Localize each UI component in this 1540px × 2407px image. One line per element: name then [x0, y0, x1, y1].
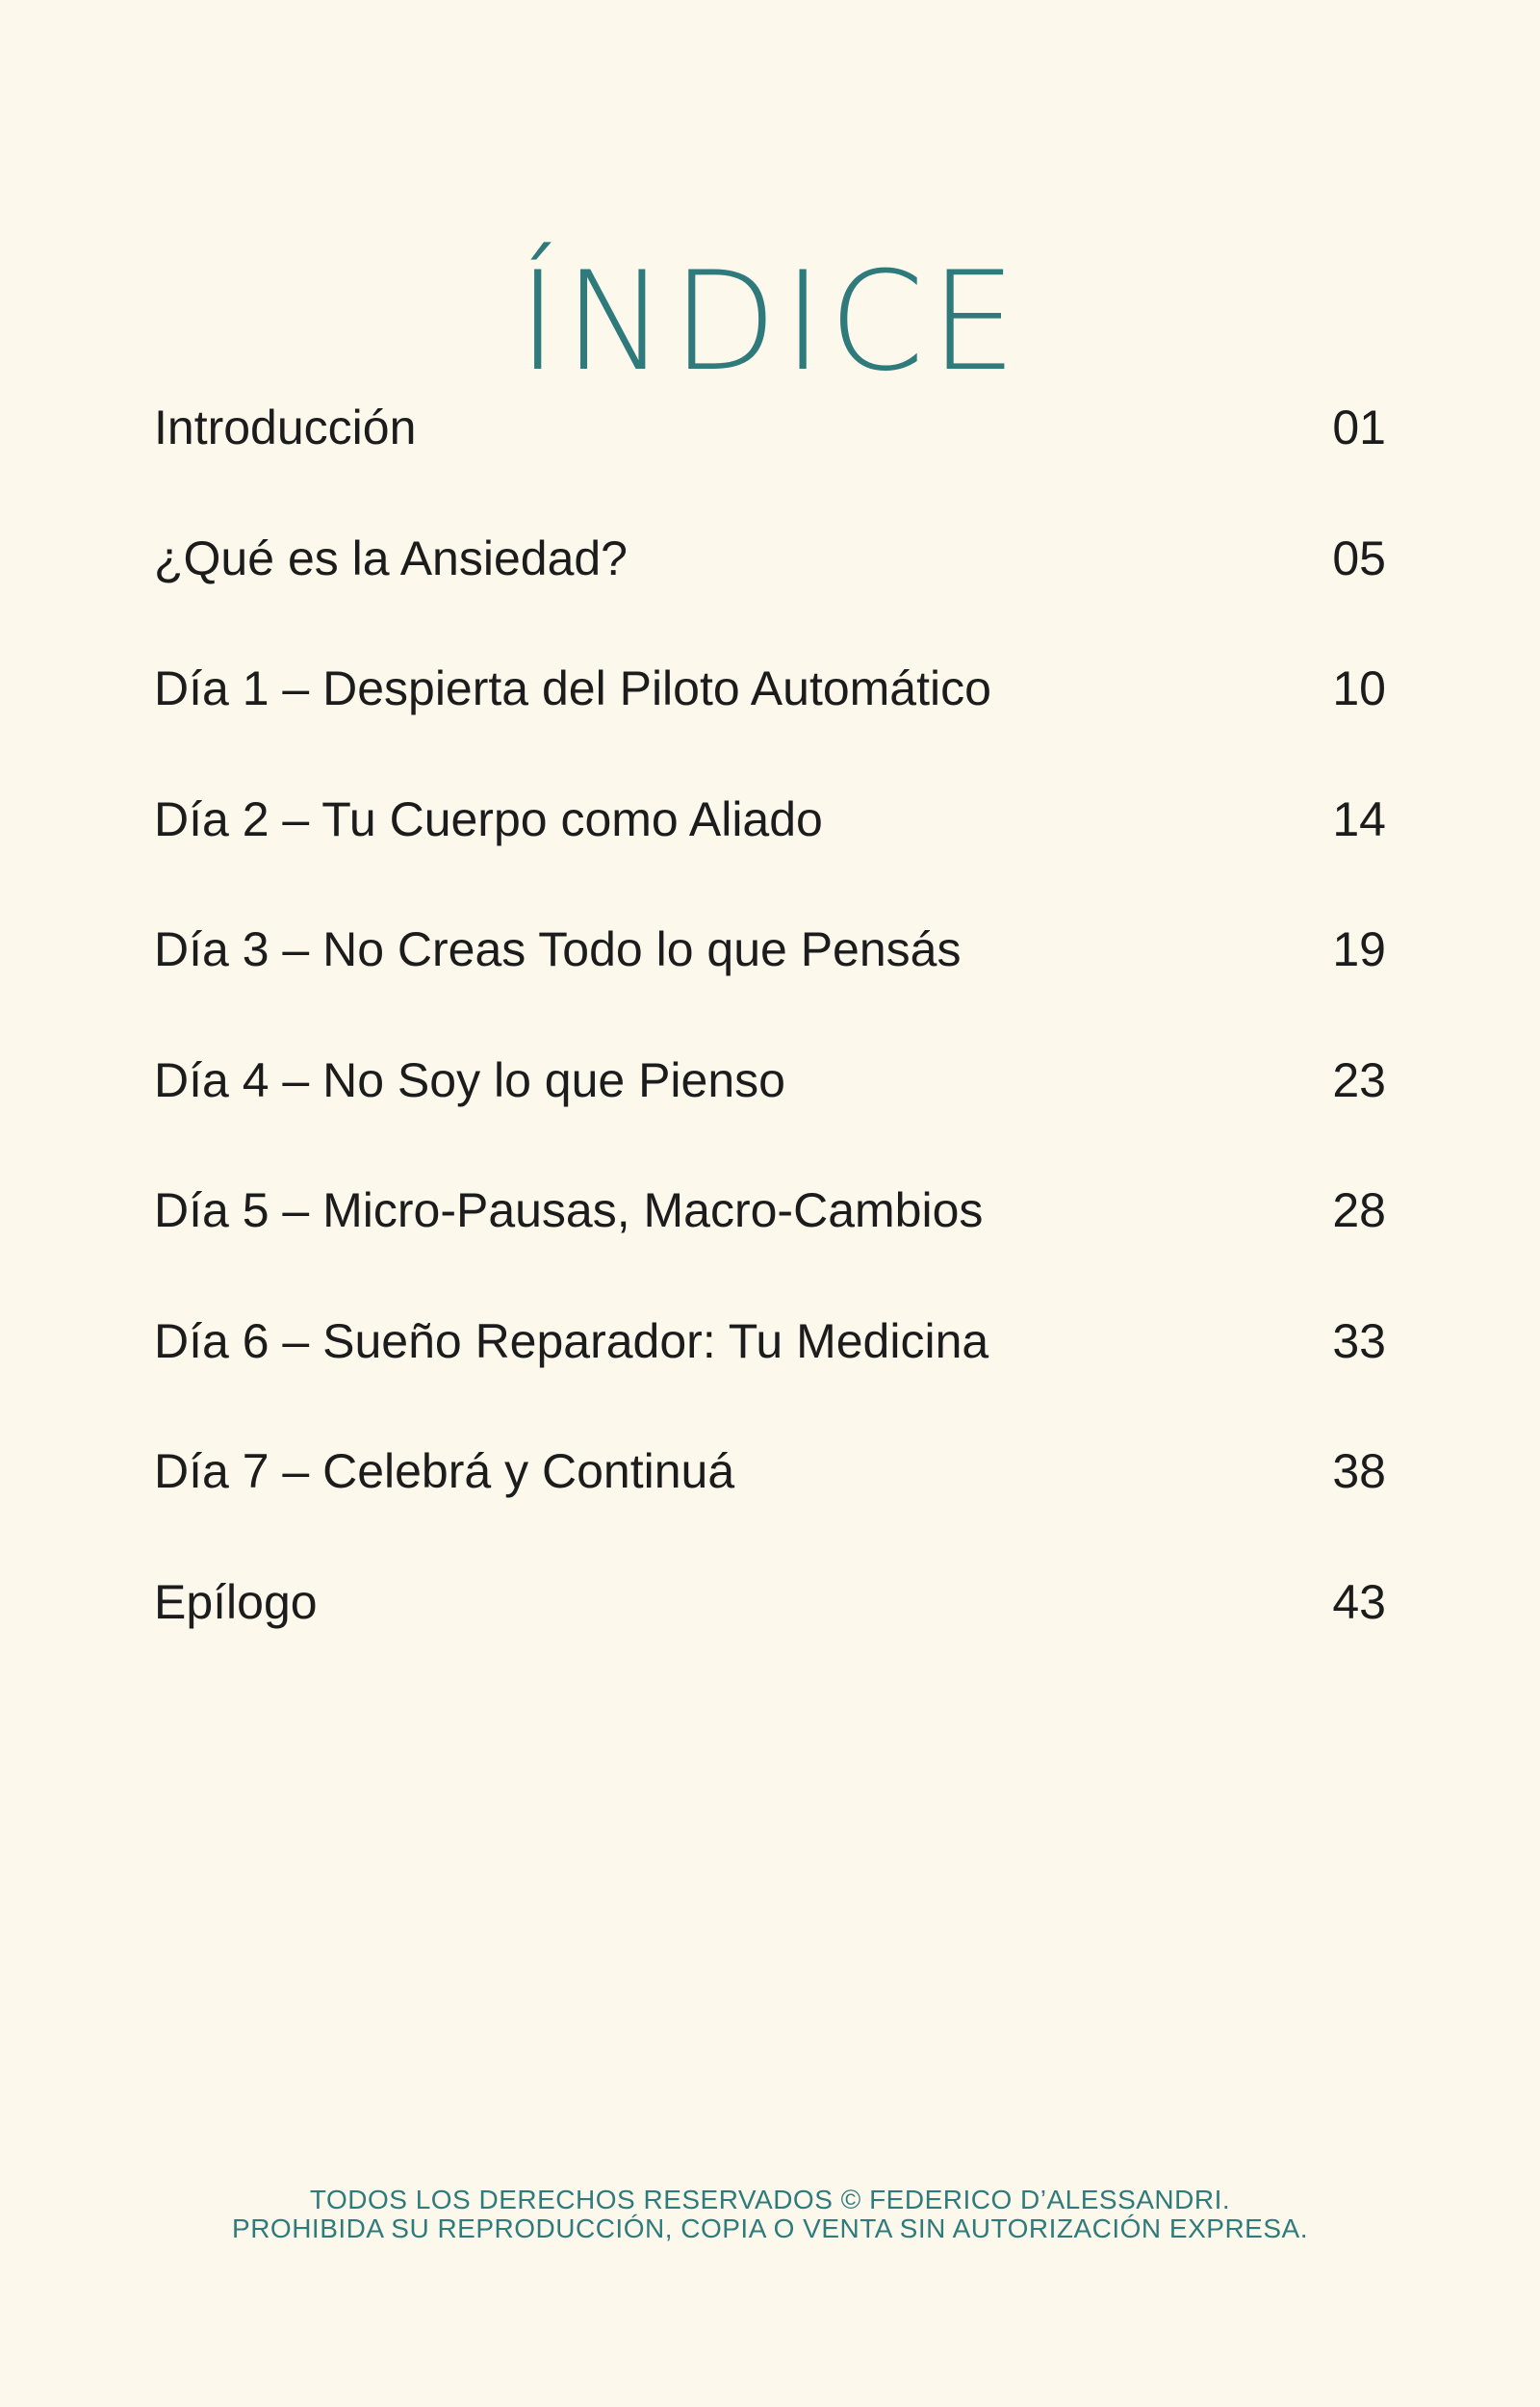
- toc-entry-page: 33: [1332, 1313, 1386, 1368]
- toc-entry-ansiedad[interactable]: [154, 516, 1386, 647]
- toc-entry-title: Día 3 – No Creas Todo lo que Pensás: [154, 922, 962, 976]
- toc-entry-dia-4[interactable]: [154, 1038, 1386, 1169]
- toc-entry-title: Día 4 – No Soy lo que Pienso: [154, 1052, 785, 1107]
- toc-entry-dia-7[interactable]: [154, 1429, 1386, 1560]
- toc-entry-page: 23: [1332, 1052, 1386, 1107]
- toc-entry-title: Día 6 – Sueño Reparador: Tu Medicina: [154, 1313, 989, 1368]
- toc-entry-title: Día 5 – Micro-Pausas, Macro-Cambios: [154, 1183, 984, 1237]
- page-title: ÍNDICE: [517, 243, 1023, 402]
- toc-entry-page: 05: [1332, 531, 1386, 585]
- reproduction-warning-line: PROHIBIDA SU REPRODUCCIÓN, COPIA O VENTA SIN AUTORIZACIÓN EXPRESA.: [232, 2213, 1308, 2243]
- toc-entry-page: 19: [1332, 922, 1386, 976]
- toc-entry-page: 43: [1332, 1574, 1386, 1629]
- toc-entry-epilogo[interactable]: [154, 1560, 1386, 1691]
- toc-entry-dia-1[interactable]: [154, 646, 1386, 777]
- toc-entry-dia-5[interactable]: [154, 1168, 1386, 1299]
- toc-entry-title: Introducción: [154, 401, 417, 454]
- copyright-notice: [0, 2186, 1540, 2243]
- toc-entry-dia-2[interactable]: [154, 777, 1386, 908]
- toc-entry-title: Día 1 – Despierta del Piloto Automático: [154, 661, 991, 715]
- toc-entry-title: Día 2 – Tu Cuerpo como Aliado: [154, 791, 823, 846]
- toc-entry-page: 14: [1332, 791, 1386, 846]
- toc-entry-dia-6[interactable]: [154, 1299, 1386, 1430]
- toc-entry-page: 10: [1332, 661, 1386, 715]
- toc-entry-title: Epílogo: [154, 1574, 318, 1629]
- toc-entry-page: 01: [1332, 401, 1386, 454]
- table-of-contents: [154, 385, 1386, 1690]
- copyright-line: TODOS LOS DERECHOS RESERVADOS © FEDERICO D’ALESSANDRI.: [309, 2185, 1231, 2214]
- toc-entry-page: 38: [1332, 1444, 1386, 1498]
- toc-entry-introduccion[interactable]: [154, 385, 1386, 516]
- toc-entry-dia-3[interactable]: [154, 907, 1386, 1038]
- toc-entry-page: 28: [1332, 1183, 1386, 1237]
- toc-entry-title: ¿Qué es la Ansiedad?: [154, 531, 628, 585]
- toc-entry-title: Día 7 – Celebrá y Continuá: [154, 1444, 735, 1498]
